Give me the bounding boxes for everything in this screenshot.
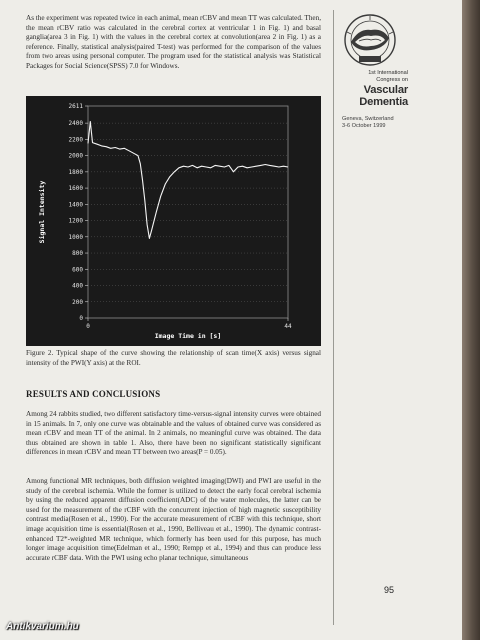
signal-intensity-chart [26, 96, 321, 346]
discussion-paragraph: Among functional MR techniques, both diffusion weighted imaging(DWI) and PWI are useful in the study of the cerebral ischemia. While the former is utilized to detect the early focal cerebral ischemia by using the reduced apparent diffusion coefficient(ADC) of the water molecules, the latter can be used for the measurement of the rCBF with the concurrent injection of high magnetic susceptibility contrast media(Rosen et al., 1990). For the accurate measurement of rCBF with this technique, short image acquisition time is essential(Rosen et al., 1990, Belliveau et al., 1990). The dynamic contrast-enhanced T2*-weighted MR technique, which formerly has been used for this purpose, has much longer image acquisition time(Edelman et al., 1990; Rempp et al., 1994) and thus can produce less accurate rCBF data. With the PWI using echo planar technique, simultaneous [26, 477, 321, 562]
congress-seal-icon [337, 12, 403, 68]
sidebar-divider [333, 10, 334, 625]
x-tick-label: 0 [86, 323, 90, 330]
y-tick-label: 1800 [68, 168, 83, 176]
conference-word: Congress on [376, 77, 408, 83]
x-axis-title: Image Time in [s] [154, 332, 222, 340]
figure-caption: Figure 2. Typical shape of the curve showing the relationship of scan time(X axis) versus signal intensity of the PWI(Y axis) at the ROI. [26, 349, 321, 367]
conference-location: Geneva, Switzerland [342, 116, 394, 122]
signal-intensity-figure [26, 96, 321, 346]
book-spine-edge [462, 0, 480, 640]
y-tick-label: 600 [72, 266, 83, 274]
y-tick-label: 400 [72, 282, 83, 290]
y-tick-label: 1400 [68, 201, 83, 209]
y-tick-label: 2400 [68, 120, 83, 128]
conference-title-line-2: Dementia [359, 96, 408, 108]
intro-paragraph: As the experiment was repeated twice in each animal, mean rCBV and mean TT was calculated. Then, the mean rCBV ratio was calculated in the cerebral cortex at ventricular 1 in Fig. 1) and basal ganglia(area 3 in Fig. 1) with the values in the cerebral cortex at convolution(area 2 in Fig. 1) as a reference. Finally, statistical analysis(paired T-test) was performed for the comparison of the values from two areas using personal computer. The program used for the statistical analysis was Statistical Packages for Social Science(SPSS) 7.0 for Windows. [26, 14, 321, 70]
plot-area [88, 106, 288, 318]
page-number: 95 [384, 585, 395, 595]
results-paragraph: Among 24 rabbits studied, two different satisfactory time-versus-signal intensity curves were obtained in 15 animals. In 7, only one curve was obtainable and the values of obtained curve was considered as mean rCBV and mean TT of the animal. In 2 animals, no meaningful curve was obtained. The data thus obtained are shown in table 1. Also, there have been no significant statistically significant differences in mean rCBV and mean TT between two areas(P = 0.05). [26, 410, 321, 457]
conference-ordinal: 1st International [368, 70, 408, 76]
y-tick-label: 1600 [68, 185, 83, 193]
conference-dates: 3-6 October 1999 [342, 123, 386, 129]
congress-logo [337, 12, 403, 68]
y-tick-label: 2611 [68, 103, 83, 110]
y-tick-label: 1200 [68, 217, 83, 225]
conference-title-line-1: Vascular [363, 84, 408, 96]
y-axis-title: Signal Intensity [38, 180, 46, 244]
y-tick-label: 1000 [68, 233, 83, 241]
watermark-text: Antikvarium.hu [6, 621, 79, 632]
section-heading: RESULTS AND CONCLUSIONS [26, 389, 161, 399]
y-tick-label: 0 [79, 315, 83, 322]
conference-venue [342, 116, 408, 130]
y-tick-label: 2000 [68, 152, 83, 160]
x-tick-label: 44 [284, 323, 292, 330]
conference-title-block [336, 70, 408, 108]
y-tick-label: 2200 [68, 136, 83, 144]
y-tick-label: 200 [72, 298, 83, 306]
y-tick-label: 800 [72, 250, 83, 258]
